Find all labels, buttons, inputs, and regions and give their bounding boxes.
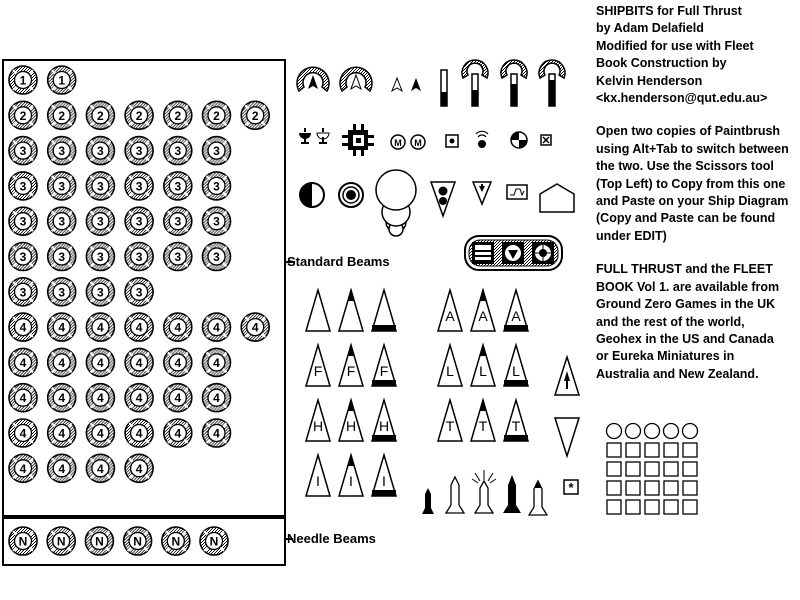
- beam-class-label: N: [56, 534, 66, 549]
- standard-beams-label: Standard Beams: [287, 254, 390, 269]
- beam-class-label: 1: [19, 73, 27, 88]
- damage-circle[interactable]: [626, 424, 641, 439]
- cone-letter: L: [512, 363, 520, 379]
- cone-letter: I: [382, 473, 386, 489]
- house-shape-icon[interactable]: [540, 184, 574, 212]
- beam-class-label: 2: [251, 108, 259, 123]
- arc-cone-L-icon[interactable]: [504, 345, 528, 386]
- beam-class-label: 4: [174, 355, 182, 370]
- beam-class-4-icon[interactable]: [9, 454, 37, 482]
- beam-class-label: 4: [58, 355, 66, 370]
- beam-class-label: 4: [19, 320, 27, 335]
- beam-class-label: 4: [97, 320, 104, 335]
- cone-letter: I: [349, 473, 353, 489]
- square-dot-icon[interactable]: [446, 135, 458, 147]
- damage-track-grid: [607, 424, 698, 515]
- missile-tipped-icon[interactable]: [529, 481, 547, 515]
- cone-letter: F: [346, 363, 356, 379]
- beam-class-label: 1: [58, 73, 66, 88]
- beam-class-label: 4: [58, 461, 66, 476]
- beam-class-4-icon[interactable]: [164, 348, 192, 376]
- arc-dial-open-icon[interactable]: [340, 67, 372, 91]
- damage-box[interactable]: [683, 500, 697, 514]
- beam-class-label: 2: [19, 108, 27, 123]
- beam-class-2-icon[interactable]: [125, 101, 153, 129]
- damage-box[interactable]: [683, 462, 697, 476]
- beam-class-label: N: [133, 534, 142, 549]
- beam-class-label: 4: [135, 320, 143, 335]
- beam-class-label: 3: [174, 250, 182, 264]
- beam-class-2-icon[interactable]: [48, 101, 76, 129]
- beam-class-label: 4: [97, 391, 104, 406]
- arc-cone-T-icon[interactable]: [471, 400, 495, 441]
- beam-class-4-icon[interactable]: [125, 454, 153, 482]
- beam-class-label: 2: [135, 108, 143, 123]
- svg-text:M: M: [394, 138, 402, 148]
- damage-box[interactable]: [626, 481, 640, 495]
- target-circle-icon[interactable]: [339, 183, 363, 207]
- beam-class-2-icon[interactable]: [241, 101, 269, 129]
- arc-cone-blank-icon[interactable]: [372, 290, 396, 331]
- shield-panel[interactable]: [465, 236, 562, 270]
- beam-class-label: N: [171, 534, 181, 549]
- beam-class-label: 2: [97, 108, 104, 123]
- m-circle-icon-1[interactable]: [391, 135, 405, 149]
- damage-box[interactable]: [664, 462, 678, 476]
- cup-open-icon[interactable]: [317, 128, 329, 144]
- beam-class-label: 3: [135, 179, 143, 194]
- beam-class-3-icon[interactable]: [86, 278, 114, 306]
- beam-class-4-icon[interactable]: [86, 348, 114, 376]
- beam-class-4-icon[interactable]: [203, 313, 231, 341]
- beam-class-2-icon[interactable]: [9, 101, 37, 129]
- beam-class-label: 2: [174, 108, 182, 123]
- cone-letter: F: [379, 363, 389, 379]
- beam-class-3-icon[interactable]: [86, 172, 114, 200]
- damage-box[interactable]: [683, 481, 697, 495]
- beam-class-label: 3: [135, 214, 143, 229]
- beam-class-3-icon[interactable]: [125, 137, 153, 165]
- credits-paragraph-2: Open two copies of Paintbrush using Alt+Tab to switch between the two. Use the Scissors tool (Top Left) to Copy from this one and Paste on your Ship Diagram (Copy and Paste can be found under EDIT): [596, 124, 789, 243]
- beam-class-3-icon[interactable]: [203, 137, 231, 165]
- beam-class-2-icon[interactable]: [203, 101, 231, 129]
- beam-class-label: 3: [97, 250, 104, 264]
- beam-class-label: 3: [135, 285, 143, 300]
- arc-dial-filled-icon[interactable]: [297, 67, 329, 91]
- beam-class-label: 2: [213, 108, 220, 123]
- gauge-arc-1-icon[interactable]: [462, 60, 488, 106]
- beam-class-label: 4: [58, 426, 66, 441]
- credits-paragraph-3: FULL THRUST and the FLEET BOOK Vol 1. are available from Ground Zero Games in the UK and the rest of the world, Geohex in the US and Canada or Eureka Miniatures in Australia and New Zealand.: [596, 262, 780, 381]
- damage-box[interactable]: [664, 443, 678, 457]
- cone-letter: L: [479, 363, 487, 379]
- traffic-cone-icon[interactable]: [431, 182, 455, 216]
- needle-beam-icon[interactable]: [124, 527, 152, 555]
- gauge-bar-1-icon[interactable]: [441, 70, 447, 106]
- beam-class-4-icon[interactable]: [203, 419, 231, 447]
- cup-filled-icon[interactable]: [299, 128, 311, 144]
- svg-text:*: *: [568, 480, 574, 495]
- arc-cone-H-icon[interactable]: [339, 400, 363, 441]
- beam-class-label: 4: [251, 320, 259, 335]
- cone-letter: T: [511, 418, 521, 434]
- beam-class-label: 4: [174, 426, 182, 441]
- arc-cone-H-icon[interactable]: [306, 400, 330, 441]
- beam-class-label: 2: [58, 108, 66, 123]
- beam-class-3-icon[interactable]: [86, 207, 114, 235]
- beam-class-3-icon[interactable]: [48, 137, 76, 165]
- damage-box[interactable]: [645, 462, 659, 476]
- damage-circle[interactable]: [683, 424, 698, 439]
- arc-cone-I-icon[interactable]: [306, 455, 330, 496]
- beam-class-4-icon[interactable]: [203, 348, 231, 376]
- beam-class-4-icon[interactable]: [48, 419, 76, 447]
- arrow-filled-icon[interactable]: [411, 78, 421, 91]
- cone-letter: H: [378, 418, 390, 434]
- beam-symbols: [9, 66, 269, 555]
- wave-box-icon[interactable]: [507, 185, 527, 199]
- beam-class-label: N: [95, 534, 104, 549]
- needle-beam-icon[interactable]: [9, 527, 37, 555]
- beam-class-4-icon[interactable]: [164, 384, 192, 412]
- beam-class-label: 4: [97, 355, 104, 370]
- beam-class-label: 3: [97, 214, 104, 229]
- damage-box[interactable]: [626, 462, 640, 476]
- stacked-bubbles-icon[interactable]: [376, 170, 416, 236]
- beam-class-label: 3: [58, 214, 66, 229]
- needle-beams-label: Needle Beams: [287, 531, 376, 546]
- beam-class-4-icon[interactable]: [48, 313, 76, 341]
- damage-box[interactable]: [645, 443, 659, 457]
- beam-class-4-icon[interactable]: [9, 384, 37, 412]
- beam-class-label: 3: [58, 285, 66, 300]
- beam-class-3-icon[interactable]: [86, 137, 114, 165]
- damage-box[interactable]: [645, 500, 659, 514]
- beam-class-4-icon[interactable]: [48, 348, 76, 376]
- beam-class-3-icon[interactable]: [48, 172, 76, 200]
- arc-cone-T-icon[interactable]: [504, 400, 528, 441]
- beam-class-label: 3: [174, 214, 182, 229]
- cone-letter: A: [445, 308, 455, 324]
- beam-class-label: 3: [135, 144, 143, 159]
- damage-box[interactable]: [664, 500, 678, 514]
- cone-letter: A: [478, 308, 488, 324]
- arrow-open-icon[interactable]: [392, 78, 402, 91]
- beam-class-4-icon[interactable]: [9, 348, 37, 376]
- beam-class-label: 3: [97, 144, 104, 159]
- beam-class-3-icon[interactable]: [125, 207, 153, 235]
- beam-class-label: 3: [58, 250, 66, 264]
- beam-class-4-icon[interactable]: [125, 348, 153, 376]
- beam-class-label: 3: [174, 144, 182, 159]
- beam-class-label: 4: [135, 426, 143, 441]
- arc-cone-L-icon[interactable]: [438, 345, 462, 386]
- beam-class-4-icon[interactable]: [48, 384, 76, 412]
- beam-class-4-icon[interactable]: [125, 313, 153, 341]
- arc-cone-blank-icon[interactable]: [306, 290, 330, 331]
- arc-cone-F-icon[interactable]: [306, 345, 330, 386]
- shield-radiant-icon: [532, 242, 554, 264]
- cone-letter: T: [478, 418, 488, 434]
- beam-class-4-icon[interactable]: [9, 313, 37, 341]
- beam-class-label: 3: [19, 285, 27, 300]
- beam-class-3-icon[interactable]: [164, 207, 192, 235]
- hull-shapes-row: [300, 170, 574, 236]
- signal-dot-icon[interactable]: [476, 131, 488, 148]
- beam-class-label: 4: [174, 320, 182, 335]
- beam-class-3-icon[interactable]: [203, 243, 231, 271]
- beam-class-3-icon[interactable]: [203, 207, 231, 235]
- beam-class-label: 4: [213, 320, 220, 335]
- beam-class-3-icon[interactable]: [86, 243, 114, 271]
- beam-class-3-icon[interactable]: [48, 207, 76, 235]
- cone-letter: A: [511, 308, 521, 324]
- beam-class-4-icon[interactable]: [86, 313, 114, 341]
- beam-class-label: 4: [135, 461, 143, 476]
- beam-class-4-icon[interactable]: [48, 454, 76, 482]
- shield-flag-icon: [472, 242, 494, 264]
- beam-class-label: 3: [97, 179, 104, 194]
- arc-cone-F-icon[interactable]: [372, 345, 396, 386]
- missile-open-icon[interactable]: [446, 477, 464, 513]
- beam-class-4-icon[interactable]: [125, 384, 153, 412]
- beam-class-label: 3: [213, 250, 220, 264]
- arc-cone-F-icon[interactable]: [339, 345, 363, 386]
- damage-box[interactable]: [607, 443, 621, 457]
- damage-box[interactable]: [607, 481, 621, 495]
- beam-class-label: N: [209, 534, 219, 549]
- beam-class-3-icon[interactable]: [48, 243, 76, 271]
- cone-letter: H: [312, 418, 324, 434]
- svg-text:M: M: [414, 138, 422, 148]
- beam-class-label: 3: [58, 144, 66, 159]
- beam-class-3-icon[interactable]: [9, 137, 37, 165]
- arc-cone-I-icon[interactable]: [339, 455, 363, 496]
- beam-class-3-icon[interactable]: [125, 278, 153, 306]
- beam-class-1-icon[interactable]: [48, 66, 76, 94]
- beam-class-label: 4: [174, 391, 182, 406]
- beam-class-label: 3: [97, 285, 104, 300]
- beam-class-label: 4: [135, 355, 143, 370]
- beam-class-label: 4: [213, 355, 220, 370]
- arc-cone-L-icon[interactable]: [471, 345, 495, 386]
- cone-letter: T: [445, 418, 455, 434]
- missile-icons-row: [422, 470, 578, 515]
- arc-cone-I-icon[interactable]: [372, 455, 396, 496]
- cone-letter: F: [313, 363, 323, 379]
- beam-class-3-icon[interactable]: [164, 137, 192, 165]
- damage-box[interactable]: [664, 481, 678, 495]
- beam-class-label: 4: [19, 355, 27, 370]
- beam-class-3-icon[interactable]: [203, 172, 231, 200]
- beam-class-3-icon[interactable]: [125, 243, 153, 271]
- arc-cone-A-icon[interactable]: [504, 290, 528, 331]
- arc-cone-A-icon[interactable]: [438, 290, 462, 331]
- missile-burst-icon[interactable]: [472, 470, 496, 513]
- damage-circle[interactable]: [664, 424, 679, 439]
- system-icons-row: [299, 124, 551, 156]
- beam-class-4-icon[interactable]: [86, 384, 114, 412]
- gauge-arc-2-icon[interactable]: [501, 60, 527, 106]
- beam-class-label: 3: [213, 179, 220, 194]
- beam-class-3-icon[interactable]: [9, 278, 37, 306]
- beam-class-4-icon[interactable]: [241, 313, 269, 341]
- arc-icons-row: [297, 60, 565, 106]
- needle-beam-icon[interactable]: [162, 527, 190, 555]
- damage-circle[interactable]: [645, 424, 660, 439]
- beam-class-label: 4: [213, 426, 220, 441]
- arc-cones-left: [306, 290, 396, 496]
- beam-class-label: 4: [213, 391, 220, 406]
- m-circle-icon-2[interactable]: [411, 135, 425, 149]
- inverted-cone-icon[interactable]: [555, 418, 579, 456]
- beam-class-label: 4: [19, 426, 27, 441]
- beam-class-2-icon[interactable]: [164, 101, 192, 129]
- beam-class-label: N: [18, 534, 28, 549]
- beam-class-4-icon[interactable]: [125, 419, 153, 447]
- damage-circle[interactable]: [607, 424, 622, 439]
- beam-class-label: 4: [97, 461, 104, 476]
- credits-paragraph-1: SHIPBITS for Full Thrust by Adam Delafield Modified for use with Fleet Book Construction by Kelvin Henderson <kx.henderson@qut.edu.au>: [596, 4, 768, 106]
- arc-cone-H-icon[interactable]: [372, 400, 396, 441]
- beam-class-label: 4: [19, 461, 27, 476]
- arc-cone-T-icon[interactable]: [438, 400, 462, 441]
- beam-class-3-icon[interactable]: [164, 172, 192, 200]
- beam-class-label: 3: [58, 179, 66, 194]
- beam-class-3-icon[interactable]: [9, 243, 37, 271]
- damage-box[interactable]: [607, 500, 621, 514]
- beam-class-3-icon[interactable]: [9, 172, 37, 200]
- damage-box[interactable]: [607, 462, 621, 476]
- shield-down-icon: [502, 242, 524, 264]
- cone-letter: L: [446, 363, 454, 379]
- beam-class-3-icon[interactable]: [48, 278, 76, 306]
- beam-class-4-icon[interactable]: [86, 419, 114, 447]
- quartered-circle-icon[interactable]: [511, 132, 527, 148]
- beam-class-3-icon[interactable]: [9, 207, 37, 235]
- half-circle-icon[interactable]: [300, 183, 324, 207]
- small-cone-arrow-icon[interactable]: [473, 182, 491, 204]
- damage-box[interactable]: [626, 500, 640, 514]
- beam-class-4-icon[interactable]: [203, 384, 231, 412]
- beam-class-label: 3: [19, 250, 27, 264]
- beam-class-4-icon[interactable]: [86, 454, 114, 482]
- needle-beam-icon[interactable]: [200, 527, 228, 555]
- beam-class-3-icon[interactable]: [164, 243, 192, 271]
- beam-class-2-icon[interactable]: [86, 101, 114, 129]
- beam-class-3-icon[interactable]: [125, 172, 153, 200]
- hash-grid-icon[interactable]: [342, 124, 374, 156]
- gauge-arc-3-icon[interactable]: [539, 60, 565, 106]
- beam-class-1-icon[interactable]: [9, 66, 37, 94]
- beam-class-label: 3: [213, 214, 220, 229]
- damage-box[interactable]: [683, 443, 697, 457]
- missile-filled-icon[interactable]: [503, 475, 521, 513]
- arc-cones-right: [438, 290, 528, 441]
- arc-cone-A-icon[interactable]: [471, 290, 495, 331]
- cone-letter: H: [345, 418, 357, 434]
- beam-class-4-icon[interactable]: [9, 419, 37, 447]
- beam-class-4-icon[interactable]: [164, 419, 192, 447]
- beam-class-label: 3: [135, 250, 143, 264]
- beam-class-label: 4: [97, 426, 104, 441]
- beam-class-4-icon[interactable]: [164, 313, 192, 341]
- beam-class-label: 3: [19, 179, 27, 194]
- damage-box[interactable]: [626, 443, 640, 457]
- beam-class-label: 3: [213, 144, 220, 159]
- tall-arrow-cone-icon[interactable]: [555, 357, 579, 395]
- x-box-icon[interactable]: [541, 135, 551, 145]
- needle-beam-icon[interactable]: [85, 527, 113, 555]
- arc-cone-blank-icon[interactable]: [339, 290, 363, 331]
- beam-class-label: 4: [58, 320, 66, 335]
- beam-class-label: 4: [135, 391, 143, 406]
- star-box-icon[interactable]: [564, 480, 578, 495]
- beam-class-label: 3: [174, 179, 182, 194]
- damage-box[interactable]: [645, 481, 659, 495]
- missile-small-icon[interactable]: [422, 488, 434, 514]
- beam-class-label: 4: [58, 391, 66, 406]
- beam-class-label: 3: [19, 144, 27, 159]
- beam-class-label: 3: [19, 214, 27, 229]
- needle-beam-icon[interactable]: [47, 527, 75, 555]
- beam-class-label: 4: [19, 391, 27, 406]
- cone-letter: I: [316, 473, 320, 489]
